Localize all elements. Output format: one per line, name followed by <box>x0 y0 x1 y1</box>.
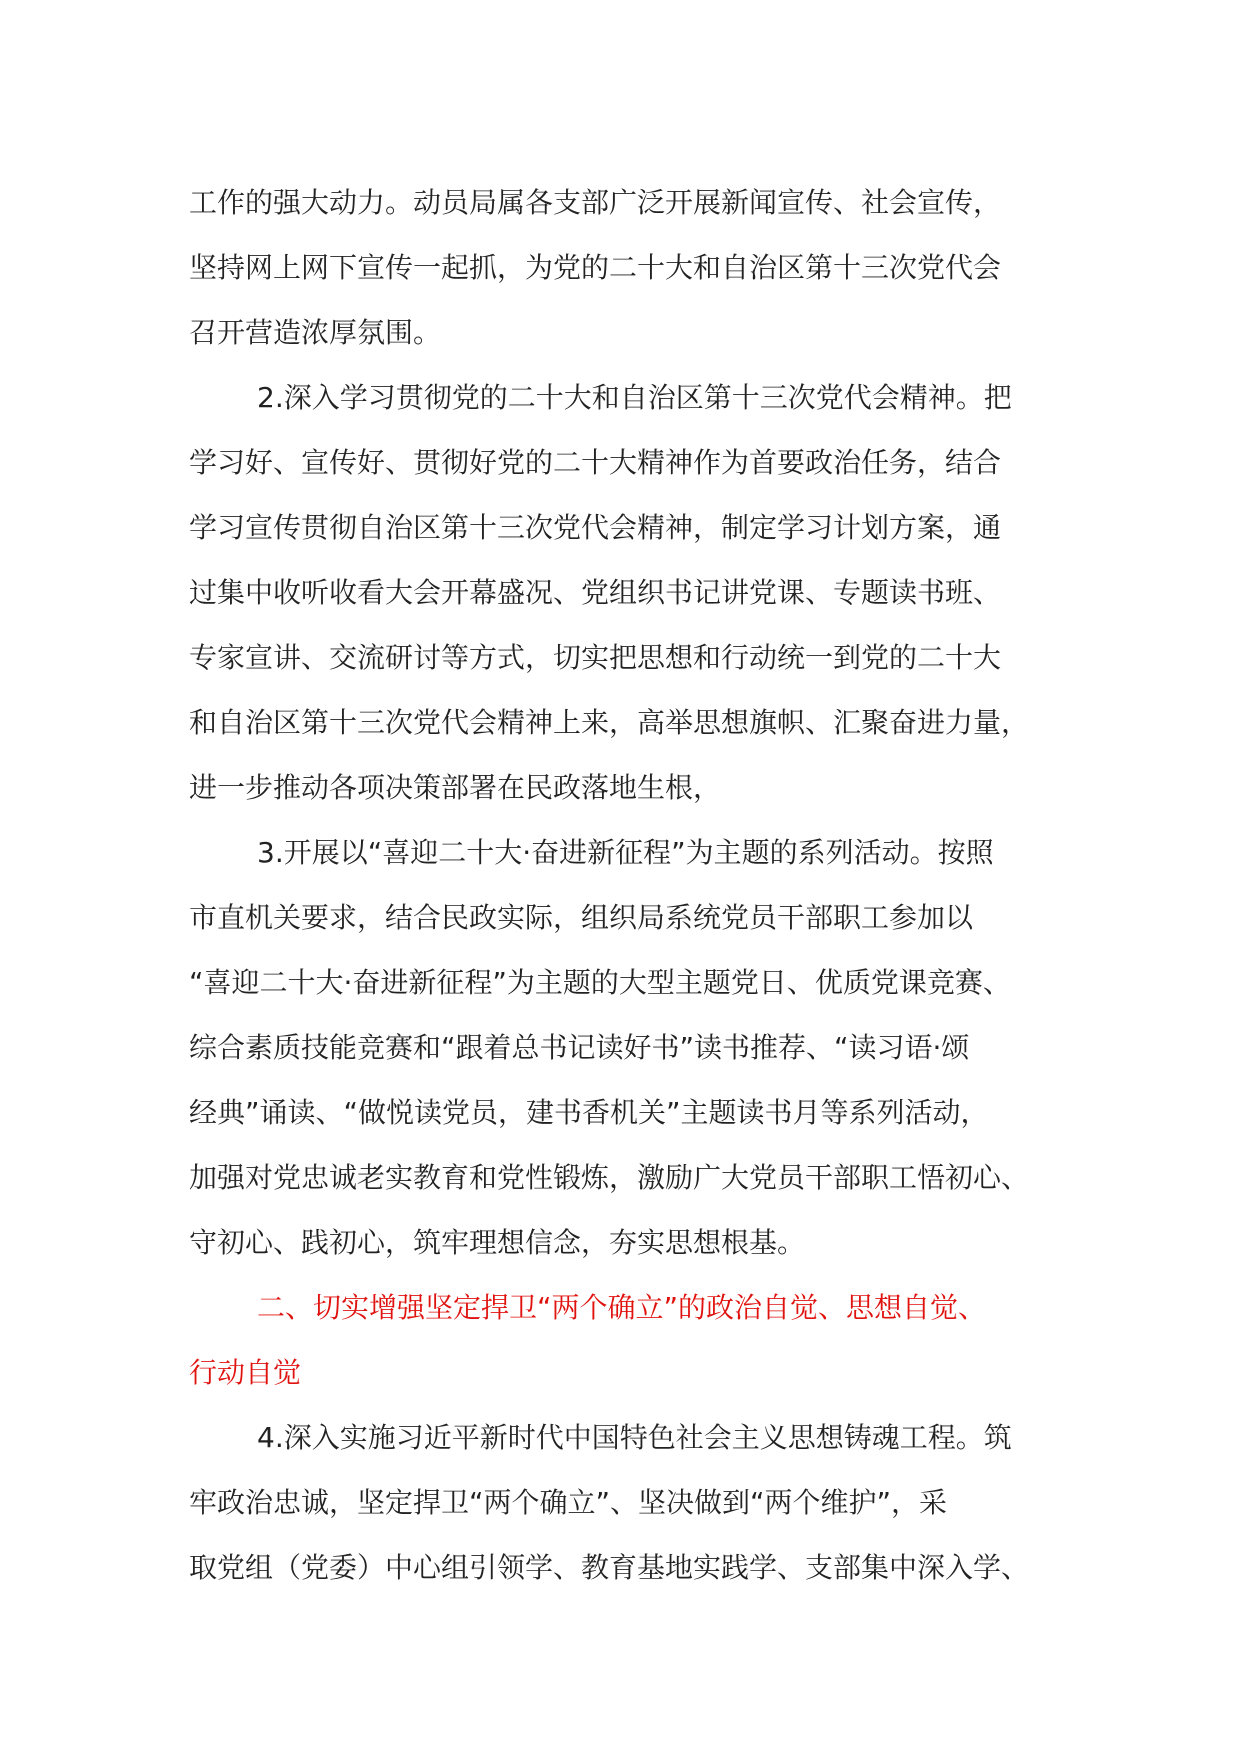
section-heading-line: 二、切实增强坚定捍卫“两个确立”的政治自觉、思想自觉、 <box>257 1291 987 1324</box>
paragraph-line: 学习好、宣传好、贯彻好党的二十大精神作为首要政治任务，结合 <box>189 446 1002 479</box>
paragraph-line: 进一步推动各项决策部署在民政落地生根， <box>189 771 722 804</box>
paragraph-line: “喜迎二十大·奋进新征程”为主题的大型主题党日、优质党课竞赛、 <box>189 966 1011 999</box>
paragraph-line: 守初心、践初心，筑牢理想信念，夯实思想根基。 <box>189 1226 806 1259</box>
paragraph-line: 市直机关要求，结合民政实际，组织局系统党员干部职工参加以 <box>189 901 974 934</box>
paragraph-line: 专家宣讲、交流研讨等方式，切实把思想和行动统一到党的二十大 <box>189 641 1002 674</box>
paragraph-line: 4.深入实施习近平新时代中国特色社会主义思想铸魂工程。筑 <box>257 1421 1012 1454</box>
paragraph-line: 召开营造浓厚氛围。 <box>189 316 442 349</box>
paragraph-line: 牢政治忠诚，坚定捍卫“两个确立”、坚决做到“两个维护”，采 <box>189 1486 948 1519</box>
document-body <box>189 170 1069 1600</box>
section-heading-line: 行动自觉 <box>189 1356 302 1389</box>
paragraph-line: 坚持网上网下宣传一起抓，为党的二十大和自治区第十三次党代会 <box>189 251 1002 284</box>
paragraph-line: 经典”诵读、“做悦读党员，建书香机关”主题读书月等系列活动， <box>189 1096 989 1129</box>
paragraph-line: 3.开展以“喜迎二十大·奋进新征程”为主题的系列活动。按照 <box>257 836 994 869</box>
paragraph-line: 综合素质技能竞赛和“跟着总书记读好书”读书推荐、“读习语·颂 <box>189 1031 970 1064</box>
paragraph-line: 取党组（党委）中心组引领学、教育基地实践学、支部集中深入学、 <box>189 1551 1030 1584</box>
paragraph-line: 过集中收听收看大会开幕盛况、党组织书记讲党课、专题读书班、 <box>189 576 1002 609</box>
paragraph-line: 学习宣传贯彻自治区第十三次党代会精神，制定学习计划方案，通 <box>189 511 1002 544</box>
paragraph-line: 加强对党忠诚老实教育和党性锻炼，激励广大党员干部职工悟初心、 <box>189 1161 1030 1194</box>
paragraph-line: 2.深入学习贯彻党的二十大和自治区第十三次党代会精神。把 <box>257 381 1012 414</box>
paragraph-line: 工作的强大动力。动员局属各支部广泛开展新闻宣传、社会宣传， <box>189 186 1002 219</box>
paragraph-line: 和自治区第十三次党代会精神上来，高举思想旗帜、汇聚奋进力量， <box>189 706 1030 739</box>
